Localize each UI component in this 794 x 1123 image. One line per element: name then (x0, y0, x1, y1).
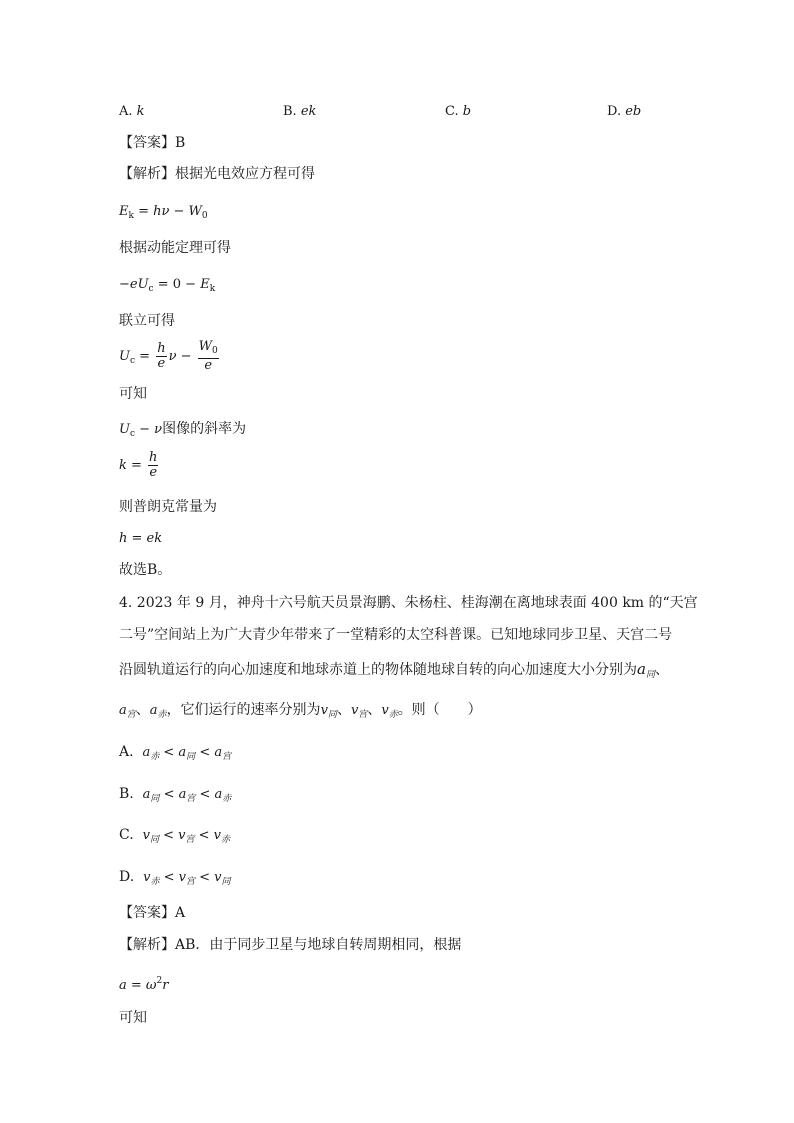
q3-analysis-line (119, 165, 315, 183)
q3-answer-line (119, 134, 185, 152)
q3-conclusion: 故选B。 (119, 562, 172, 578)
q3-equation-3: $U_c$ = $\frac{h}{e}$ ν − $\frac{W_0}{e}$ (119, 339, 218, 373)
q3-text-3: 联立可得 (119, 313, 175, 329)
q3-equation-2: $-eU_c = 0 - E_k$ (119, 277, 216, 294)
slope-text: 图像的斜率为 (162, 421, 247, 437)
option-letter: B. (283, 104, 301, 119)
q4-stem-line-2: 二号”空间站上为广大青少年带来了一堂精彩的太空科普课。已知地球同步卫星、天宫二号 (119, 627, 673, 643)
q3-option-b (283, 104, 316, 119)
q4-equation-1: $a = \omega^2r$ (119, 976, 169, 993)
option-value: b (462, 104, 472, 119)
stem-text: 沿圆轨道运行的向心加速度和地球赤道上的物体随地球自转的向心加速度大小分别为 (119, 662, 637, 678)
q3-equation-6: h = ek (119, 531, 163, 546)
q4-option-a: A. $a_赤 < a_同 < a_宫$ (119, 744, 232, 762)
q4-answer-line (119, 904, 185, 922)
option-value: ek (300, 104, 317, 119)
q3-text-4: 可知 (119, 386, 147, 402)
stem-text: 。则（ ） (397, 702, 482, 718)
option-letter: C. (445, 104, 463, 119)
subscript: 宫 (126, 710, 136, 720)
analysis-tag: 【解析】 (119, 166, 175, 182)
option-value: eb (625, 104, 642, 119)
option-value: k (136, 104, 145, 119)
subscript: 同 (645, 670, 655, 680)
option-letter: D. (607, 104, 626, 119)
q3-equation-5: k = $\frac{h}{e}$ (119, 450, 158, 480)
stem-text: ，它们运行的速率分别为 (166, 702, 321, 718)
q3-option-a (119, 104, 145, 119)
q3-text-2: 根据动能定理可得 (119, 240, 231, 256)
subscript: 同 (327, 710, 337, 720)
option-letter: C. (119, 827, 134, 843)
analysis-text: 根据光电效应方程可得 (175, 166, 315, 182)
option-letter: B. (119, 786, 134, 802)
q3-option-c (445, 104, 471, 119)
option-letter: A. (119, 104, 137, 119)
subscript: 宫 (358, 710, 368, 720)
analysis-text: AB．由于同步卫星与地球自转周期相同，根据 (175, 937, 462, 953)
answer-tag: 【答案】 (119, 135, 175, 151)
q4-text-2: 可知 (119, 1010, 147, 1026)
q4-option-c: C. $v_同 < v_宫 < v_赤$ (119, 827, 231, 845)
q4-stem-line-4: $a_宫$、$a_赤$，它们运行的速率分别为$v_同$、$v_宫$、$v_赤$。则（ ） (119, 702, 482, 720)
subscript: 赤 (388, 710, 398, 720)
q4-analysis-line (119, 936, 461, 954)
answer-value: B (175, 135, 186, 151)
q3-equation-1: $E_k = h\nu - W_0$ (119, 204, 208, 221)
q3-text-6: 则普朗克常量为 (119, 499, 217, 515)
analysis-tag: 【解析】 (119, 937, 175, 953)
q3-text-5: $U_c - \nu$图像的斜率为 (119, 421, 247, 439)
q4-option-b: B. $a_同 < a_宫 < a_赤$ (119, 786, 232, 804)
q3-option-d (607, 104, 641, 119)
option-letter: A. (119, 744, 134, 760)
answer-tag: 【答案】 (119, 905, 175, 921)
q4-stem-line-3: 沿圆轨道运行的向心加速度和地球赤道上的物体随地球自转的向心加速度大小分别为$a_同$、 (119, 660, 669, 680)
answer-value: A (175, 905, 186, 921)
q4-option-d: D. $v_赤 < v_宫 < v_同$ (119, 869, 231, 887)
option-letter: D. (119, 869, 135, 885)
subscript: 赤 (157, 710, 167, 720)
q4-stem-line-1: 4. 2023 年 9 月，神舟十六号航天员景海鹏、朱杨柱、桂海潮在离地球表面 400 km 的“天宫 (119, 595, 698, 611)
